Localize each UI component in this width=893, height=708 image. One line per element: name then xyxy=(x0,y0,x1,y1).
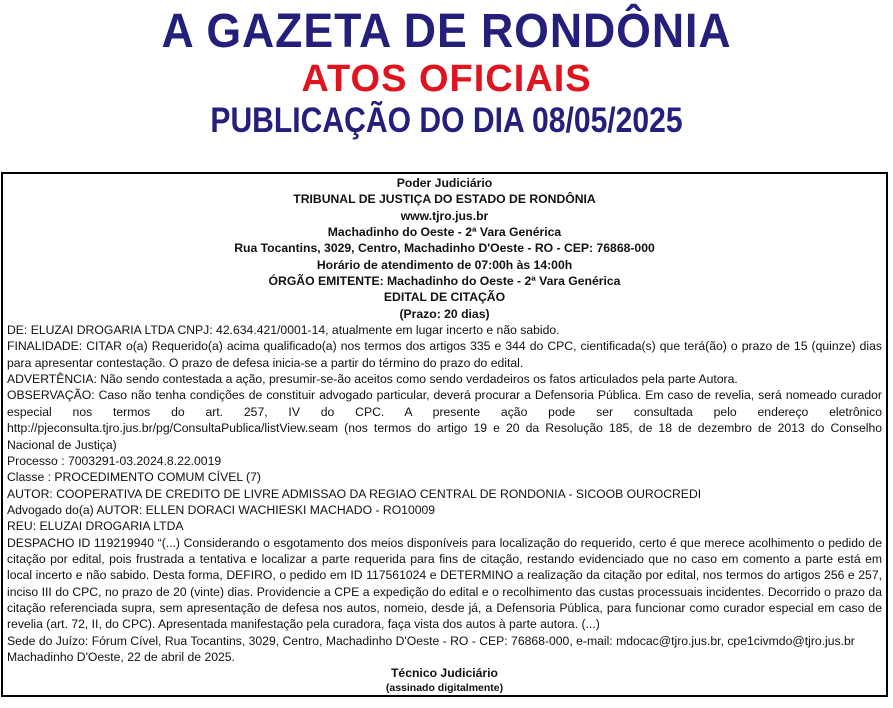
section-title: ATOS OFICIAIS xyxy=(301,58,592,100)
edital-deadline: (Prazo: 20 dias) xyxy=(399,306,490,321)
court-branch: Poder Judiciário xyxy=(396,176,493,190)
publication-date: PUBLICAÇÃO DO DIA 08/05/2025 xyxy=(210,101,683,140)
sede-paragraph: Sede do Juízo: Fórum Cível, Rua Tocantins, 3029, Centro, Machadinho D'Oeste - RO - CEP: 76868-000, e-mail: mdocac@tjro.jus.br, cpe1civmdo@tjro.jus.br xyxy=(7,633,855,648)
court-website: www.tjro.jus.br xyxy=(400,208,489,223)
processo-line: Processo : 7003291-03.2024.8.22.0019 xyxy=(7,453,222,468)
advogado-line: Advogado do(a) AUTOR: ELLEN DORACI WACHIESKI MACHADO - RO10009 xyxy=(7,502,436,517)
court-address: Rua Tocantins, 3029, Centro, Machadinho D'Oeste - RO - CEP: 76868-000 xyxy=(234,241,655,256)
despacho-paragraph: DESPACHO ID 119219940 “(...) Considerando o esgotamento dos meios disponíveis para localização do requerido, certo é que merece acolhimento o pedido de citação por edital, pois frustrada a tentativa e localizar a parte requerida para fins de citação, restando evidenciado que no caso em comento a parte está em local incerto e não sabido. Desta forma, DEFIRO, o pedido em ID 117561024 e DETERMINO a realização da citação por edital, nos termos do artigos 256 e 257, inciso III do CPC, no prazo de 20 (vinte) dias. Providencie a CPE a expedição do edital e o recolhimento das custas processuais incidentes. Decorrido o prazo da citação referenciada supra, sem apresentação de defesa nos autos, nomeio, desde já, a Defensoria Pública, para funcionar como curador especial em caso de revelia (art. 72, II, do CPC). Apresentada manifestação pela curadora, faça vista dos autos à parte autora. (...) xyxy=(7,535,882,632)
autor-line: AUTOR: COOPERATIVA DE CREDITO DE LIVRE ADMISSAO DA REGIAO CENTRAL DE RONDONIA - SICOOB OUROCREDI xyxy=(7,486,702,501)
signer-title: Técnico Judiciário xyxy=(390,666,498,681)
classe-line: Classe : PROCEDIMENTO COMUM CÍVEL (7) xyxy=(7,470,261,485)
finalidade-paragraph: FINALIDADE: CITAR o(a) Requerido(a) acima qualificado(a) nos termos dos artigos 335 e 344 do CPC, cientificada(s) que terá(ão) o prazo de 15 (quinze) dias para apresentar contestação. O prazo de defesa inicia-se a partir do término do prazo do edital. xyxy=(7,339,882,370)
court-name: TRIBUNAL DE JUSTIÇA DO ESTADO DE RONDÔNIA xyxy=(293,192,596,207)
place-date: Machadinho D'Oeste, 22 de abril de 2025. xyxy=(7,649,235,664)
advertencia-paragraph: ADVERTÊNCIA: Não sendo contestada a ação, presumir-se-ão aceitos como sendo verdadeiros os fatos articulados pela parte Autora. xyxy=(7,372,738,387)
edital-box xyxy=(1,172,888,697)
signature-note: (assinado digitalmente) xyxy=(385,681,504,694)
issuing-body: ÓRGÃO EMITENTE: Machadinho do Oeste - 2ª Vara Genérica xyxy=(268,274,621,289)
reu-line: REU: ELUZAI DROGARIA LTDA xyxy=(7,519,184,534)
observacao-paragraph: OBSERVAÇÃO: Caso não tenha condições de constituir advogado particular, deverá procurar a Defensoria Pública. Em caso de revelia, será nomeado curador especial nos termos do art. 257, IV do CPC. A presente ação pode ser consultada pelo endereço eletrônico http://pjeconsulta.tjro.jus.br/pg/ConsultaPublica/listView.seam (nos termos do artigo 19 e 20 da Resolução 185, de 18 de dezembro de 2013 do Conselho Nacional de Justiça) xyxy=(7,388,882,452)
newspaper-title: A GAZETA DE RONDÔNIA xyxy=(161,5,732,58)
office-hours: Horário de atendimento de 07:00h às 14:00h xyxy=(316,257,573,272)
edital-title: EDITAL DE CITAÇÃO xyxy=(383,290,506,305)
masthead xyxy=(0,6,893,142)
de-paragraph: DE: ELUZAI DROGARIA LTDA CNPJ: 42.634.421/0001-14, atualmente em lugar incerto e não sabido. xyxy=(7,323,560,338)
court-unit: Machadinho do Oeste - 2ª Vara Genérica xyxy=(327,225,562,240)
